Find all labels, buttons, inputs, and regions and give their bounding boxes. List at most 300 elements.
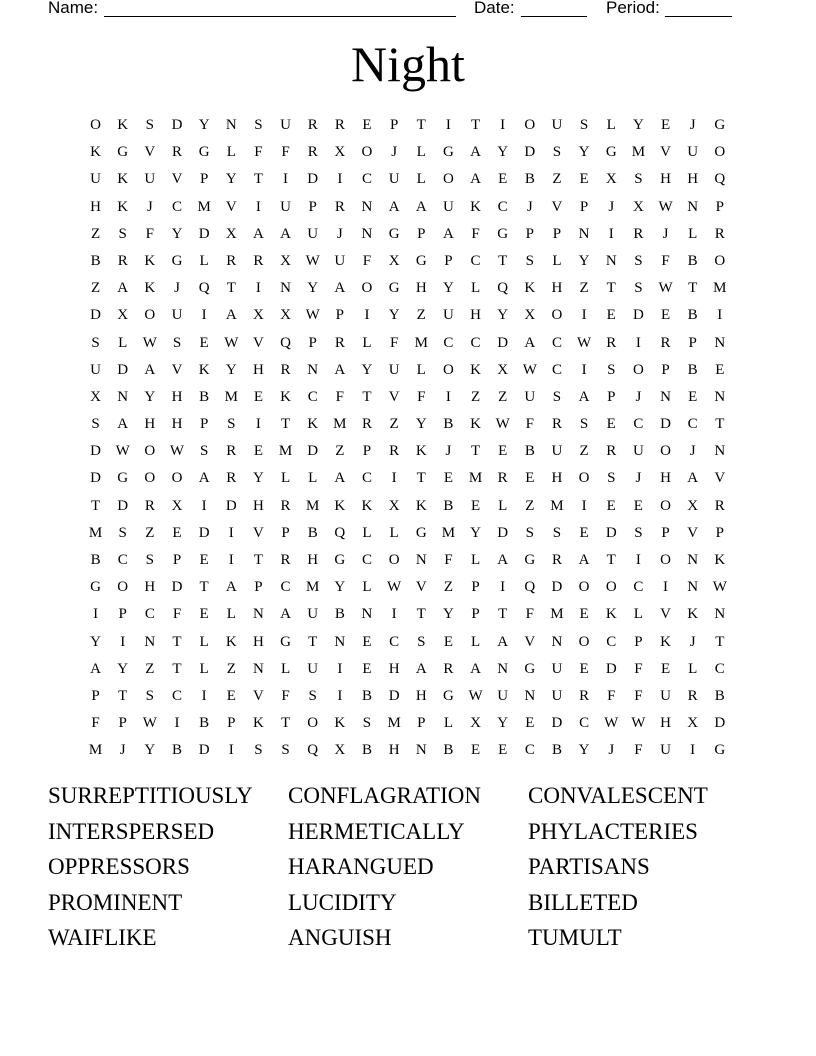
grid-letter[interactable]: N [714, 388, 726, 405]
grid-letter[interactable]: Q [198, 280, 210, 297]
grid-letter[interactable]: K [225, 633, 237, 650]
grid-letter[interactable]: S [417, 633, 426, 650]
grid-letter[interactable]: M [631, 144, 646, 161]
grid-letter[interactable]: I [500, 579, 506, 596]
grid-letter[interactable]: A [578, 552, 590, 568]
grid-letter[interactable]: B [199, 715, 210, 732]
grid-letter[interactable]: I [663, 579, 669, 596]
grid-letter[interactable]: Q [334, 524, 346, 541]
grid-letter[interactable]: N [714, 334, 726, 351]
grid-letter[interactable]: L [443, 715, 453, 732]
grid-letter[interactable]: E [362, 633, 372, 650]
grid-letter[interactable]: V [252, 334, 264, 351]
grid-letter[interactable]: P [362, 443, 372, 460]
grid-letter[interactable]: C [361, 470, 372, 487]
grid-letter[interactable]: O [578, 470, 590, 487]
grid-letter[interactable]: P [199, 416, 209, 433]
grid-letter[interactable]: F [444, 552, 453, 568]
grid-letter[interactable]: M [224, 388, 238, 405]
grid-letter[interactable]: I [120, 633, 126, 650]
grid-letter[interactable]: S [579, 117, 589, 133]
grid-letter[interactable]: H [551, 470, 563, 487]
grid-letter[interactable]: S [118, 524, 127, 541]
grid-letter[interactable]: U [551, 443, 563, 460]
grid-letter[interactable]: Q [497, 280, 509, 297]
grid-letter[interactable]: E [660, 117, 671, 133]
grid-letter[interactable]: D [497, 524, 509, 541]
grid-letter[interactable]: P [634, 633, 643, 650]
grid-letter[interactable]: M [468, 470, 483, 487]
grid-letter[interactable]: L [226, 606, 236, 623]
grid-letter[interactable]: Q [307, 742, 319, 759]
grid-letter[interactable]: L [606, 117, 616, 133]
grid-letter[interactable]: L [498, 497, 508, 514]
grid-letter[interactable]: D [605, 524, 617, 541]
grid-letter[interactable]: Y [578, 252, 590, 269]
grid-letter[interactable]: A [470, 171, 481, 188]
grid-letter[interactable]: T [416, 117, 426, 133]
grid-letter[interactable]: D [497, 334, 509, 351]
grid-letter[interactable]: F [91, 715, 100, 732]
grid-letter[interactable]: K [252, 715, 264, 732]
grid-letter[interactable]: F [281, 687, 290, 704]
grid-letter[interactable]: N [714, 443, 726, 460]
grid-letter[interactable]: P [227, 715, 236, 732]
grid-letter[interactable]: P [308, 334, 317, 351]
grid-letter[interactable]: G [442, 687, 454, 704]
grid-letter[interactable]: G [714, 742, 726, 759]
grid-letter[interactable]: W [169, 443, 185, 460]
grid-letter[interactable]: Y [632, 117, 644, 133]
period-blank-line[interactable] [665, 16, 732, 17]
grid-letter[interactable]: C [117, 552, 128, 568]
grid-letter[interactable]: L [362, 334, 372, 351]
grid-letter[interactable]: O [442, 171, 454, 188]
grid-letter[interactable]: S [145, 687, 155, 704]
grid-letter[interactable]: L [688, 225, 698, 242]
grid-letter[interactable]: S [552, 388, 562, 405]
grid-letter[interactable]: Z [443, 579, 453, 596]
grid-letter[interactable]: J [119, 742, 126, 759]
grid-letter[interactable]: Y [442, 606, 454, 623]
grid-letter[interactable]: X [388, 252, 400, 269]
grid-letter[interactable]: E [525, 470, 535, 487]
grid-letter[interactable]: S [525, 524, 534, 541]
grid-letter[interactable]: E [362, 117, 372, 133]
grid-letter[interactable]: H [171, 388, 183, 405]
grid-letter[interactable]: I [201, 497, 207, 514]
grid-letter[interactable]: E [660, 660, 671, 677]
grid-letter[interactable]: K [117, 117, 129, 133]
grid-letter[interactable]: B [361, 742, 372, 759]
grid-letter[interactable]: E [362, 660, 372, 677]
grid-letter[interactable]: X [388, 497, 400, 514]
grid-letter[interactable]: W [468, 687, 483, 704]
grid-letter[interactable]: S [634, 252, 643, 269]
grid-letter[interactable]: V [687, 524, 699, 541]
grid-letter[interactable]: L [552, 252, 562, 269]
grid-letter[interactable]: H [660, 470, 671, 487]
grid-letter[interactable]: F [172, 606, 182, 623]
grid-letter[interactable]: M [306, 579, 320, 596]
grid-letter[interactable]: P [254, 579, 263, 596]
grid-letter[interactable]: R [714, 497, 725, 514]
grid-letter[interactable]: V [225, 198, 237, 215]
grid-letter[interactable]: E [253, 388, 263, 405]
grid-letter[interactable]: R [144, 497, 155, 514]
grid-letter[interactable]: I [337, 660, 343, 677]
grid-letter[interactable]: U [660, 687, 671, 704]
grid-letter[interactable]: P [417, 715, 426, 732]
grid-letter[interactable]: F [525, 606, 534, 623]
grid-letter[interactable]: P [607, 388, 616, 405]
grid-letter[interactable]: Y [442, 280, 454, 297]
grid-letter[interactable]: G [171, 252, 183, 269]
grid-letter[interactable]: E [199, 552, 209, 568]
grid-letter[interactable]: A [280, 606, 291, 623]
grid-letter[interactable]: R [633, 225, 644, 242]
grid-letter[interactable]: T [362, 388, 372, 405]
grid-letter[interactable]: B [687, 252, 698, 269]
grid-letter[interactable]: U [524, 388, 536, 405]
grid-letter[interactable]: P [552, 225, 562, 242]
grid-letter[interactable]: X [225, 225, 237, 242]
grid-letter[interactable]: J [689, 633, 696, 650]
grid-letter[interactable]: U [90, 171, 101, 188]
grid-letter[interactable]: U [307, 606, 319, 623]
grid-letter[interactable]: L [470, 552, 481, 568]
grid-letter[interactable]: X [524, 307, 536, 324]
grid-letter[interactable]: G [497, 225, 509, 242]
grid-letter[interactable]: P [281, 524, 290, 541]
grid-letter[interactable]: J [336, 225, 343, 242]
grid-letter[interactable]: Z [525, 497, 535, 514]
grid-letter[interactable]: R [253, 252, 264, 269]
grid-letter[interactable]: H [551, 280, 563, 297]
grid-letter[interactable]: T [498, 606, 508, 623]
grid-letter[interactable]: P [118, 606, 127, 623]
grid-letter[interactable]: B [687, 361, 698, 378]
grid-letter[interactable]: O [144, 443, 156, 460]
grid-letter[interactable]: D [524, 144, 536, 161]
grid-letter[interactable]: I [201, 307, 207, 324]
grid-letter[interactable]: T [416, 470, 426, 487]
grid-letter[interactable]: W [224, 334, 239, 351]
grid-letter[interactable]: O [714, 252, 726, 269]
grid-letter[interactable]: Z [226, 660, 236, 677]
grid-letter[interactable]: Y [497, 307, 509, 324]
grid-letter[interactable]: P [471, 579, 480, 596]
grid-letter[interactable]: C [714, 660, 725, 677]
grid-letter[interactable]: I [174, 715, 180, 732]
grid-letter[interactable]: X [334, 144, 346, 161]
grid-letter[interactable]: H [415, 687, 427, 704]
grid-letter[interactable]: N [361, 225, 373, 242]
grid-letter[interactable]: H [252, 361, 264, 378]
grid-letter[interactable]: M [414, 334, 428, 351]
grid-letter[interactable]: E [688, 388, 698, 405]
grid-letter[interactable]: O [660, 497, 671, 514]
grid-letter[interactable]: H [388, 660, 400, 677]
grid-letter[interactable]: P [417, 225, 426, 242]
grid-letter[interactable]: Z [335, 443, 345, 460]
grid-letter[interactable]: A [388, 198, 400, 215]
grid-letter[interactable]: S [607, 361, 616, 378]
grid-letter[interactable]: E [498, 443, 508, 460]
grid-letter[interactable]: N [415, 742, 427, 759]
grid-letter[interactable]: P [444, 252, 453, 269]
grid-letter[interactable]: F [634, 660, 643, 677]
grid-letter[interactable]: O [632, 361, 644, 378]
grid-letter[interactable]: P [715, 198, 724, 215]
grid-letter[interactable]: F [661, 252, 670, 269]
grid-letter[interactable]: Y [334, 579, 346, 596]
grid-letter[interactable]: T [280, 715, 291, 732]
grid-letter[interactable]: F [607, 687, 616, 704]
grid-letter[interactable]: V [171, 171, 183, 188]
grid-letter[interactable]: D [90, 443, 101, 460]
grid-letter[interactable]: F [417, 388, 426, 405]
grid-letter[interactable]: K [307, 416, 319, 433]
grid-letter[interactable]: T [715, 416, 725, 433]
grid-letter[interactable]: X [470, 715, 481, 732]
grid-letter[interactable]: M [713, 280, 727, 297]
grid-letter[interactable]: S [118, 225, 127, 242]
grid-letter[interactable]: Q [714, 171, 726, 188]
grid-letter[interactable]: C [633, 416, 644, 433]
grid-letter[interactable]: E [715, 361, 725, 378]
grid-letter[interactable]: A [470, 660, 481, 677]
grid-letter[interactable]: H [90, 198, 101, 215]
grid-letter[interactable]: A [497, 633, 509, 650]
grid-letter[interactable]: L [199, 633, 209, 650]
grid-letter[interactable]: W [495, 416, 510, 433]
grid-letter[interactable]: P [471, 606, 480, 623]
grid-letter[interactable]: M [387, 715, 401, 732]
grid-letter[interactable]: U [307, 225, 319, 242]
grid-letter[interactable]: N [524, 687, 536, 704]
grid-letter[interactable]: F [525, 416, 534, 433]
grid-letter[interactable]: B [171, 742, 182, 759]
grid-letter[interactable]: A [687, 470, 699, 487]
grid-letter[interactable]: W [712, 579, 727, 596]
grid-letter[interactable]: V [171, 361, 183, 378]
grid-letter[interactable]: R [443, 660, 454, 677]
grid-letter[interactable]: P [172, 552, 182, 568]
grid-letter[interactable]: B [361, 687, 372, 704]
grid-letter[interactable]: T [253, 552, 263, 568]
grid-letter[interactable]: B [443, 416, 454, 433]
grid-letter[interactable]: Y [388, 307, 400, 324]
grid-letter[interactable]: K [714, 552, 726, 568]
grid-letter[interactable]: E [470, 497, 481, 514]
grid-letter[interactable]: K [524, 280, 536, 297]
grid-letter[interactable]: B [524, 171, 535, 188]
grid-letter[interactable]: Y [252, 470, 264, 487]
grid-letter[interactable]: M [197, 198, 211, 215]
grid-letter[interactable]: G [415, 524, 427, 541]
grid-letter[interactable]: X [687, 497, 699, 514]
grid-letter[interactable]: B [551, 742, 562, 759]
grid-letter[interactable]: T [606, 280, 616, 297]
grid-letter[interactable]: I [445, 117, 451, 133]
grid-letter[interactable]: A [578, 388, 590, 405]
grid-letter[interactable]: Y [497, 715, 509, 732]
grid-letter[interactable]: O [578, 633, 590, 650]
grid-letter[interactable]: O [660, 552, 671, 568]
grid-letter[interactable]: H [660, 171, 671, 188]
grid-letter[interactable]: R [334, 117, 345, 133]
grid-letter[interactable]: M [306, 497, 320, 514]
grid-letter[interactable]: D [171, 579, 183, 596]
grid-letter[interactable]: O [144, 470, 156, 487]
grid-letter[interactable]: O [90, 117, 101, 133]
grid-letter[interactable]: E [226, 687, 236, 704]
grid-letter[interactable]: T [172, 633, 182, 650]
grid-letter[interactable]: R [334, 198, 345, 215]
grid-letter[interactable]: O [524, 117, 536, 133]
grid-letter[interactable]: T [470, 443, 481, 460]
grid-letter[interactable]: R [226, 443, 237, 460]
grid-letter[interactable]: Y [198, 117, 210, 133]
grid-letter[interactable]: I [255, 416, 261, 433]
grid-letter[interactable]: Z [389, 416, 399, 433]
grid-letter[interactable]: U [90, 361, 101, 378]
grid-letter[interactable]: P [91, 687, 100, 704]
grid-letter[interactable]: N [361, 198, 373, 215]
grid-letter[interactable]: B [90, 252, 101, 269]
grid-letter[interactable]: L [280, 470, 291, 487]
grid-letter[interactable]: K [198, 361, 210, 378]
grid-letter[interactable]: W [658, 280, 673, 297]
grid-letter[interactable]: R [579, 687, 590, 704]
grid-letter[interactable]: X [252, 307, 264, 324]
grid-letter[interactable]: F [335, 388, 344, 405]
grid-letter[interactable]: T [280, 416, 291, 433]
grid-letter[interactable]: T [118, 687, 128, 704]
grid-letter[interactable]: Y [225, 361, 237, 378]
grid-letter[interactable]: B [443, 497, 454, 514]
grid-letter[interactable]: R [171, 144, 182, 161]
grid-letter[interactable]: V [714, 470, 726, 487]
grid-letter[interactable]: V [660, 606, 671, 623]
grid-letter[interactable]: U [307, 660, 319, 677]
grid-letter[interactable]: O [361, 144, 373, 161]
grid-letter[interactable]: K [361, 497, 373, 514]
grid-letter[interactable]: C [280, 579, 291, 596]
grid-letter[interactable]: S [579, 416, 589, 433]
grid-letter[interactable]: G [524, 660, 536, 677]
grid-letter[interactable]: V [415, 579, 427, 596]
grid-letter[interactable]: H [388, 742, 400, 759]
grid-letter[interactable]: I [391, 470, 397, 487]
grid-letter[interactable]: C [524, 742, 535, 759]
grid-letter[interactable]: Y [470, 524, 481, 541]
grid-letter[interactable]: D [198, 225, 210, 242]
grid-letter[interactable]: G [442, 144, 454, 161]
grid-letter[interactable]: Y [497, 144, 509, 161]
grid-letter[interactable]: I [500, 117, 506, 133]
grid-letter[interactable]: I [337, 687, 343, 704]
grid-letter[interactable]: G [714, 117, 726, 133]
grid-letter[interactable]: A [470, 144, 481, 161]
grid-letter[interactable]: C [470, 334, 481, 351]
grid-letter[interactable]: E [606, 416, 616, 433]
grid-letter[interactable]: I [635, 334, 641, 351]
grid-letter[interactable]: G [415, 252, 427, 269]
grid-letter[interactable]: J [526, 198, 533, 215]
grid-letter[interactable]: G [198, 144, 210, 161]
grid-letter[interactable]: F [281, 144, 290, 161]
grid-letter[interactable]: X [334, 742, 346, 759]
grid-letter[interactable]: H [687, 171, 699, 188]
grid-letter[interactable]: E [606, 497, 616, 514]
grid-letter[interactable]: W [522, 361, 537, 378]
grid-letter[interactable]: D [171, 117, 183, 133]
grid-letter[interactable]: I [635, 552, 641, 568]
grid-letter[interactable]: L [118, 334, 128, 351]
grid-letter[interactable]: L [199, 252, 209, 269]
grid-letter[interactable]: K [470, 361, 481, 378]
grid-letter[interactable]: X [280, 307, 291, 324]
grid-letter[interactable]: K [470, 416, 481, 433]
grid-letter[interactable]: D [551, 715, 563, 732]
grid-letter[interactable]: O [605, 579, 617, 596]
grid-letter[interactable]: R [606, 334, 617, 351]
grid-letter[interactable]: L [280, 660, 291, 677]
grid-letter[interactable]: M [88, 524, 103, 541]
grid-letter[interactable]: C [361, 552, 372, 568]
grid-letter[interactable]: V [144, 144, 156, 161]
grid-letter[interactable]: D [307, 171, 319, 188]
grid-letter[interactable]: S [634, 524, 643, 541]
grid-letter[interactable]: W [577, 334, 592, 351]
grid-letter[interactable]: O [117, 579, 129, 596]
grid-letter[interactable]: G [388, 280, 400, 297]
grid-letter[interactable]: F [254, 144, 263, 161]
grid-letter[interactable]: V [252, 524, 264, 541]
grid-letter[interactable]: B [199, 388, 210, 405]
grid-letter[interactable]: I [337, 171, 343, 188]
grid-letter[interactable]: F [634, 687, 643, 704]
grid-letter[interactable]: G [280, 633, 291, 650]
date-blank-line[interactable] [521, 16, 587, 17]
grid-letter[interactable]: D [307, 443, 319, 460]
grid-letter[interactable]: Q [280, 334, 291, 351]
grid-letter[interactable]: G [605, 144, 617, 161]
grid-letter[interactable]: Z [145, 660, 155, 677]
grid-letter[interactable]: G [117, 470, 129, 487]
grid-letter[interactable]: J [391, 144, 398, 161]
grid-letter[interactable]: N [117, 388, 129, 405]
grid-letter[interactable]: T [715, 633, 725, 650]
grid-letter[interactable]: S [199, 443, 209, 460]
grid-letter[interactable]: I [608, 225, 614, 242]
grid-letter[interactable]: D [225, 497, 237, 514]
grid-letter[interactable]: R [307, 144, 318, 161]
grid-letter[interactable]: J [662, 225, 669, 242]
grid-letter[interactable]: G [90, 579, 101, 596]
grid-letter[interactable]: R [117, 252, 128, 269]
grid-letter[interactable]: O [551, 307, 563, 324]
grid-letter[interactable]: Q [524, 579, 536, 596]
grid-letter[interactable]: L [362, 579, 372, 596]
grid-letter[interactable]: S [634, 171, 643, 188]
grid-letter[interactable]: R [606, 443, 617, 460]
grid-letter[interactable]: M [550, 606, 564, 623]
grid-letter[interactable]: I [93, 606, 99, 623]
grid-letter[interactable]: X [171, 497, 183, 514]
